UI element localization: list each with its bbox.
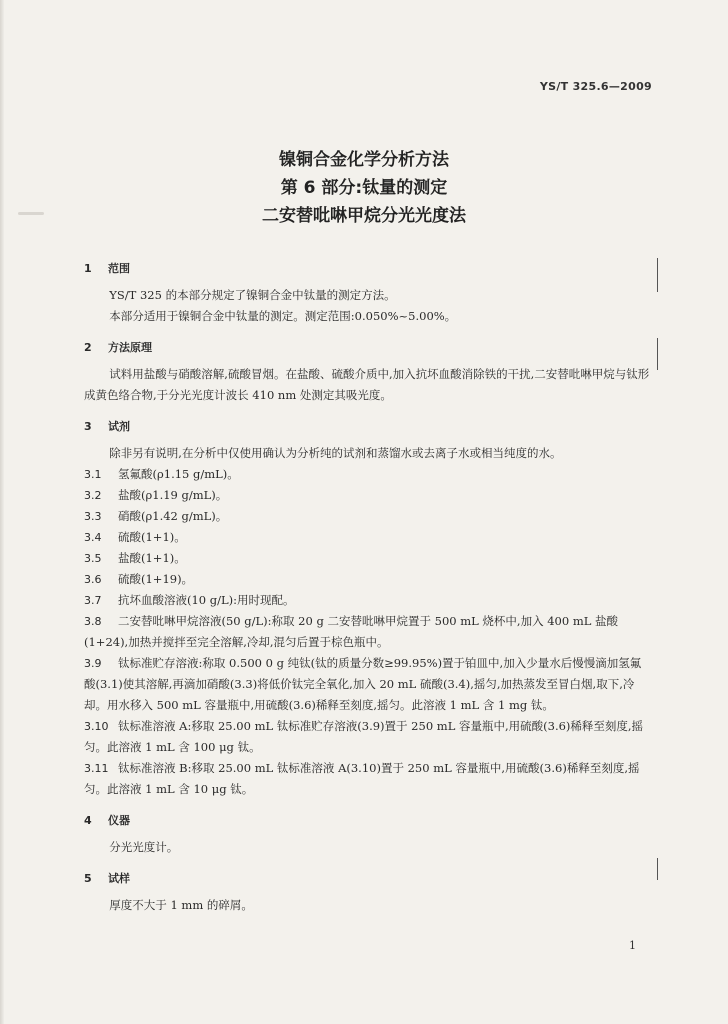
section-heading-principle xyxy=(84,337,652,358)
section-heading-reagents xyxy=(84,416,652,437)
paragraph: 试料用盐酸与硝酸溶解,硫酸冒烟。在盐酸、硫酸介质中,加入抗坏血酸消除铁的干扰,二安替吡啉甲烷与钛形成黄色络合物,于分光光度计波长 410 nm 处测定其吸光度。 xyxy=(84,367,650,402)
item-number: 3.9 xyxy=(84,657,102,670)
section-number: 5 xyxy=(84,872,92,885)
item-number: 3.10 xyxy=(84,720,109,733)
list-item xyxy=(84,590,652,611)
section-number: 4 xyxy=(84,814,92,827)
list-item xyxy=(84,548,652,569)
list-item xyxy=(84,716,652,758)
item-number: 3.6 xyxy=(84,573,102,586)
section-number: 1 xyxy=(84,262,92,275)
item-text: 硫酸(1+19)。 xyxy=(118,572,194,586)
section-heading-scope xyxy=(84,258,652,279)
item-text: 二安替吡啉甲烷溶液(50 g/L):称取 20 g 二安替吡啉甲烷置于 500 mL 烧杯中,加入 400 mL 盐酸(1+24),加热并搅拌至完全溶解,冷却,混匀后置于棕色瓶中。 xyxy=(84,614,619,649)
list-item xyxy=(84,569,652,590)
list-item xyxy=(84,653,652,716)
page-number: 1 xyxy=(629,939,636,952)
list-item xyxy=(84,464,652,485)
paragraph: YS/T 325 的本部分规定了镍铜合金中钛量的测定方法。 xyxy=(109,288,396,302)
title-line-3: 二安替吡啉甲烷分光光度法 xyxy=(262,206,466,226)
section-title: 试样 xyxy=(108,872,130,885)
title-line-1: 镍铜合金化学分析方法 xyxy=(279,150,449,170)
item-text: 硫酸(1+1)。 xyxy=(118,530,186,544)
item-text: 钛标准溶液 B:移取 25.00 mL 钛标准溶液 A(3.10)置于 250 mL 容量瓶中,用硫酸(3.6)稀释至刻度,摇匀。此溶液 1 mL 含 10 μg 钛。 xyxy=(84,761,640,796)
item-text: 钛标准贮存溶液:称取 0.500 0 g 纯钛(钛的质量分数≥99.95%)置于铂皿中,加入少量水后慢慢滴加氢氟酸(3.1)使其溶解,再滴加硝酸(3.3)将低价钛完全氧化,加入 20 mL 硫酸(3.4),摇匀,加热蒸发至冒白烟,取下,冷却。用水移入 500 mL 容量瓶中,用硫酸(3.6)稀释至刻度,摇匀。此溶液 1 mL 含 1 mg 钛。 xyxy=(84,656,642,712)
list-item xyxy=(84,611,652,653)
item-number: 3.3 xyxy=(84,510,102,523)
list-item xyxy=(84,506,652,527)
section-title: 试剂 xyxy=(108,420,130,433)
paragraph: 除非另有说明,在分析中仅使用确认为分析纯的试剂和蒸馏水或去离子水或相当纯度的水。 xyxy=(109,446,562,460)
list-item xyxy=(84,758,652,800)
section-heading-sample xyxy=(84,868,652,889)
section-title: 范围 xyxy=(108,262,130,275)
item-number: 3.1 xyxy=(84,468,102,481)
item-number: 3.8 xyxy=(84,615,102,628)
item-text: 硝酸(ρ1.42 g/mL)。 xyxy=(118,509,228,523)
margin-mark xyxy=(657,858,658,880)
section-title: 方法原理 xyxy=(108,341,152,354)
item-number: 3.4 xyxy=(84,531,102,544)
section-title: 仪器 xyxy=(108,814,130,827)
margin-mark xyxy=(657,338,658,370)
list-item xyxy=(84,485,652,506)
paragraph: 厚度不大于 1 mm 的碎屑。 xyxy=(109,898,253,912)
item-text: 抗坏血酸溶液(10 g/L):用时现配。 xyxy=(118,593,295,607)
margin-mark xyxy=(657,258,658,292)
section-number: 2 xyxy=(84,341,92,354)
item-number: 3.5 xyxy=(84,552,102,565)
list-item xyxy=(84,527,652,548)
section-heading-apparatus xyxy=(84,810,652,831)
paragraph: 本部分适用于镍铜合金中钛量的测定。测定范围:0.050%~5.00%。 xyxy=(109,309,457,323)
item-number: 3.7 xyxy=(84,594,102,607)
item-number: 3.11 xyxy=(84,762,109,775)
item-text: 盐酸(1+1)。 xyxy=(118,551,186,565)
paragraph: 分光光度计。 xyxy=(109,840,179,854)
section-number: 3 xyxy=(84,420,92,433)
standard-code: YS/T 325.6—2009 xyxy=(539,80,652,93)
item-text: 盐酸(ρ1.19 g/mL)。 xyxy=(118,488,228,502)
item-text: 氢氟酸(ρ1.15 g/mL)。 xyxy=(118,467,239,481)
item-text: 钛标准溶液 A:移取 25.00 mL 钛标准贮存溶液(3.9)置于 250 mL 容量瓶中,用硫酸(3.6)稀释至刻度,摇匀。此溶液 1 mL 含 100 μg 钛。 xyxy=(84,719,644,754)
item-number: 3.2 xyxy=(84,489,102,502)
document-title xyxy=(0,146,728,230)
title-line-2: 第 6 部分:钛量的测定 xyxy=(280,178,448,198)
document-body xyxy=(84,258,652,916)
